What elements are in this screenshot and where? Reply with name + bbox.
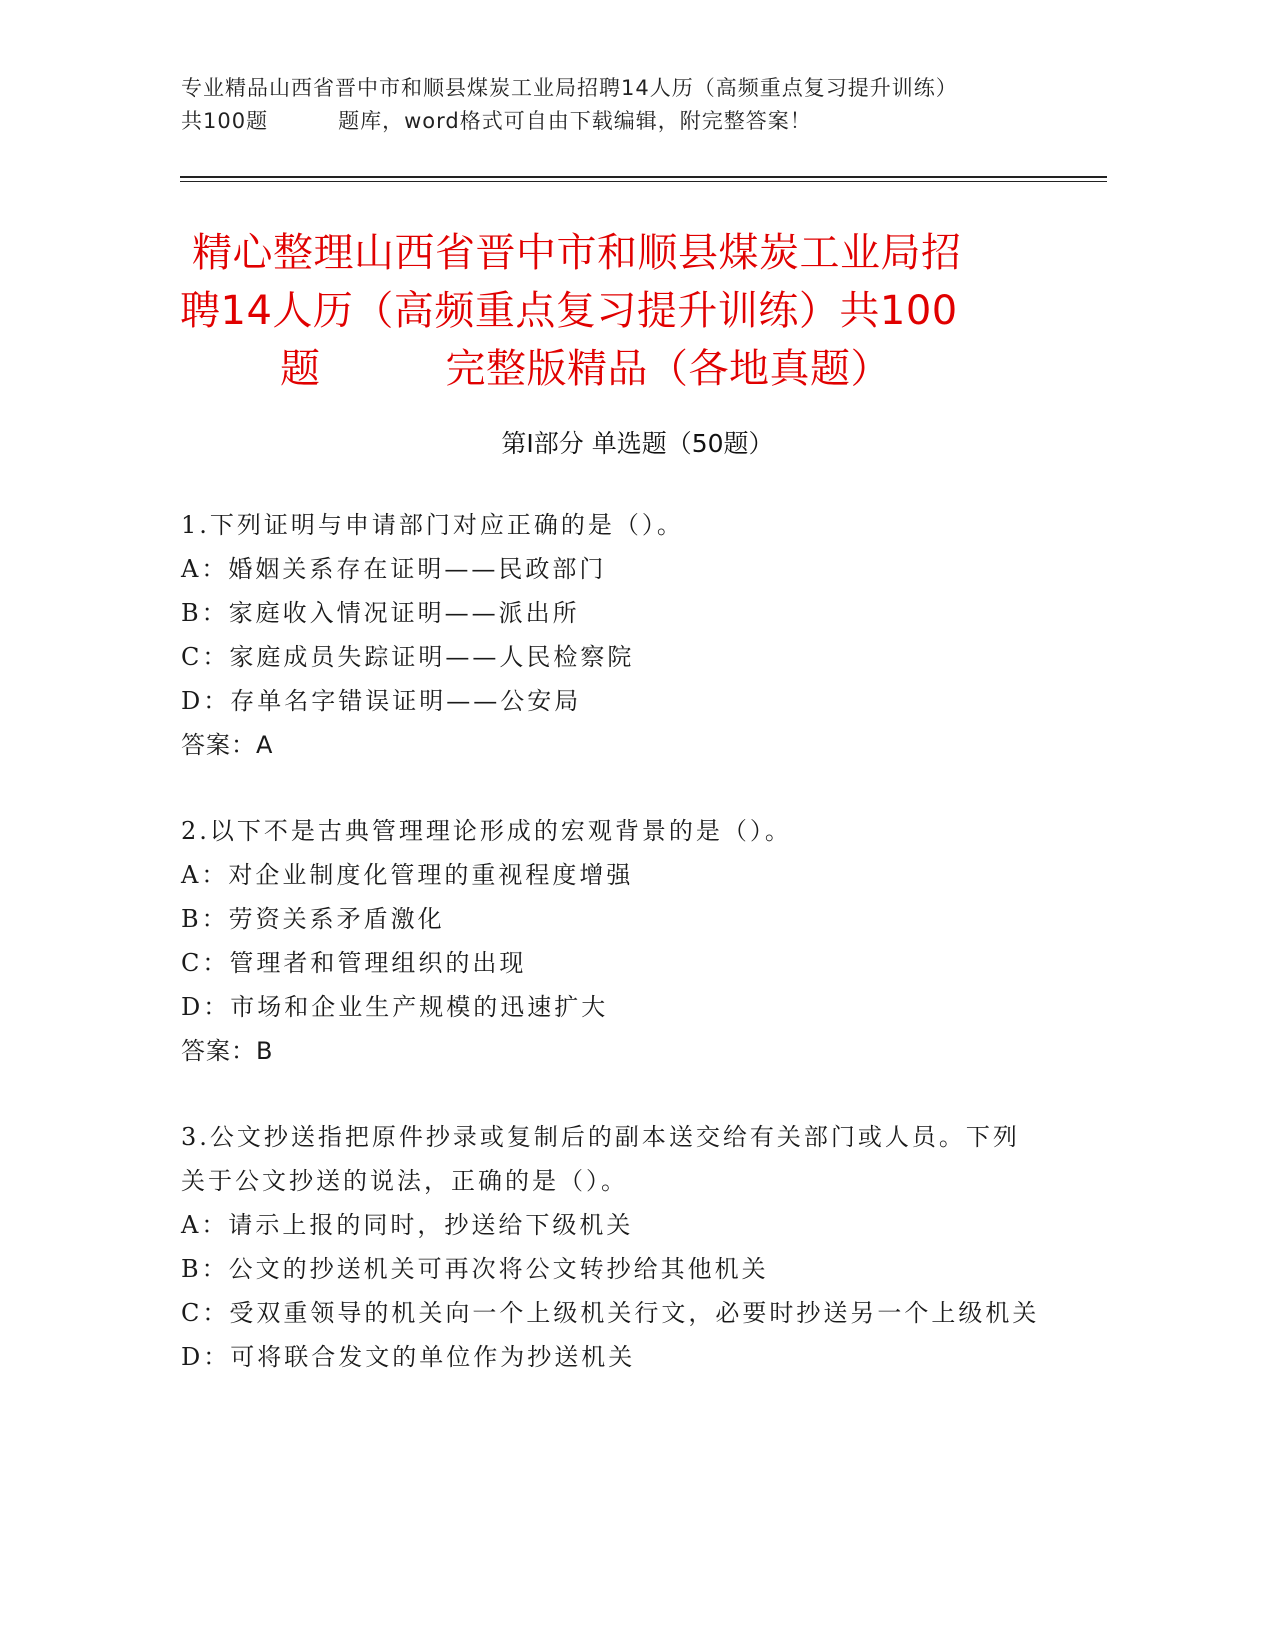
title-line-3 [180,340,1060,398]
option-a: A：婚姻关系存在证明——民政部门 [181,555,607,583]
question-stem: 3.公文抄送指把原件抄录或复制后的副本送交给有关部门或人员。下列关于公文抄送的说法，正确的是（）。 [181,1123,1020,1195]
answer: 答案：B [181,1037,274,1065]
title-line-3-left: 题 [280,346,321,392]
question-list [181,503,1041,1421]
option-c: C：家庭成员失踪证明——人民检察院 [181,643,635,671]
section-title: 第Ⅰ部分 单选题（50题） [501,429,774,458]
option-a: A：请示上报的同时，抄送给下级机关 [181,1211,634,1239]
header-line-2-left: 共100题 [181,109,269,133]
answer: 答案：A [181,731,274,759]
question-stem: 2.以下不是古典管理理论形成的宏观背景的是（）。 [181,817,792,845]
question-1 [181,503,1041,767]
header-divider-thick [180,176,1107,178]
option-c: C：受双重领导的机关向一个上级机关行文，必要时抄送另一个上级机关 [181,1299,1040,1327]
title-line-3-right: 完整版精品（各地真题） [445,346,891,392]
header-line-2-right: 题库，word格式可自由下载编辑，附完整答案！ [338,109,812,133]
option-d: D：存单名字错误证明——公安局 [181,687,582,715]
header-line-2 [181,105,1061,138]
option-c: C：管理者和管理组织的出现 [181,949,527,977]
header-line-1: 专业精品山西省晋中市和顺县煤炭工业局招聘14人历（高频重点复习提升训练） [181,76,958,100]
option-a: A：对企业制度化管理的重视程度增强 [181,861,634,889]
question-3 [181,1115,1041,1379]
question-stem: 1.下列证明与申请部门对应正确的是（）。 [181,511,684,539]
option-d: D：市场和企业生产规模的迅速扩大 [181,993,609,1021]
title-line-2: 聘14人历（高频重点复习提升训练）共100 [180,288,958,334]
option-b: B：家庭收入情况证明——派出所 [181,599,580,627]
option-b: B：劳资关系矛盾激化 [181,905,445,933]
document-header [181,72,1061,138]
option-d: D：可将联合发文的单位作为抄送机关 [181,1343,636,1371]
header-divider-thin [180,181,1107,182]
option-b: B：公文的抄送机关可再次将公文转抄给其他机关 [181,1255,769,1283]
title-line-1: 精心整理山西省晋中市和顺县煤炭工业局招 [192,230,962,276]
document-title [180,224,1060,398]
question-2 [181,809,1041,1073]
